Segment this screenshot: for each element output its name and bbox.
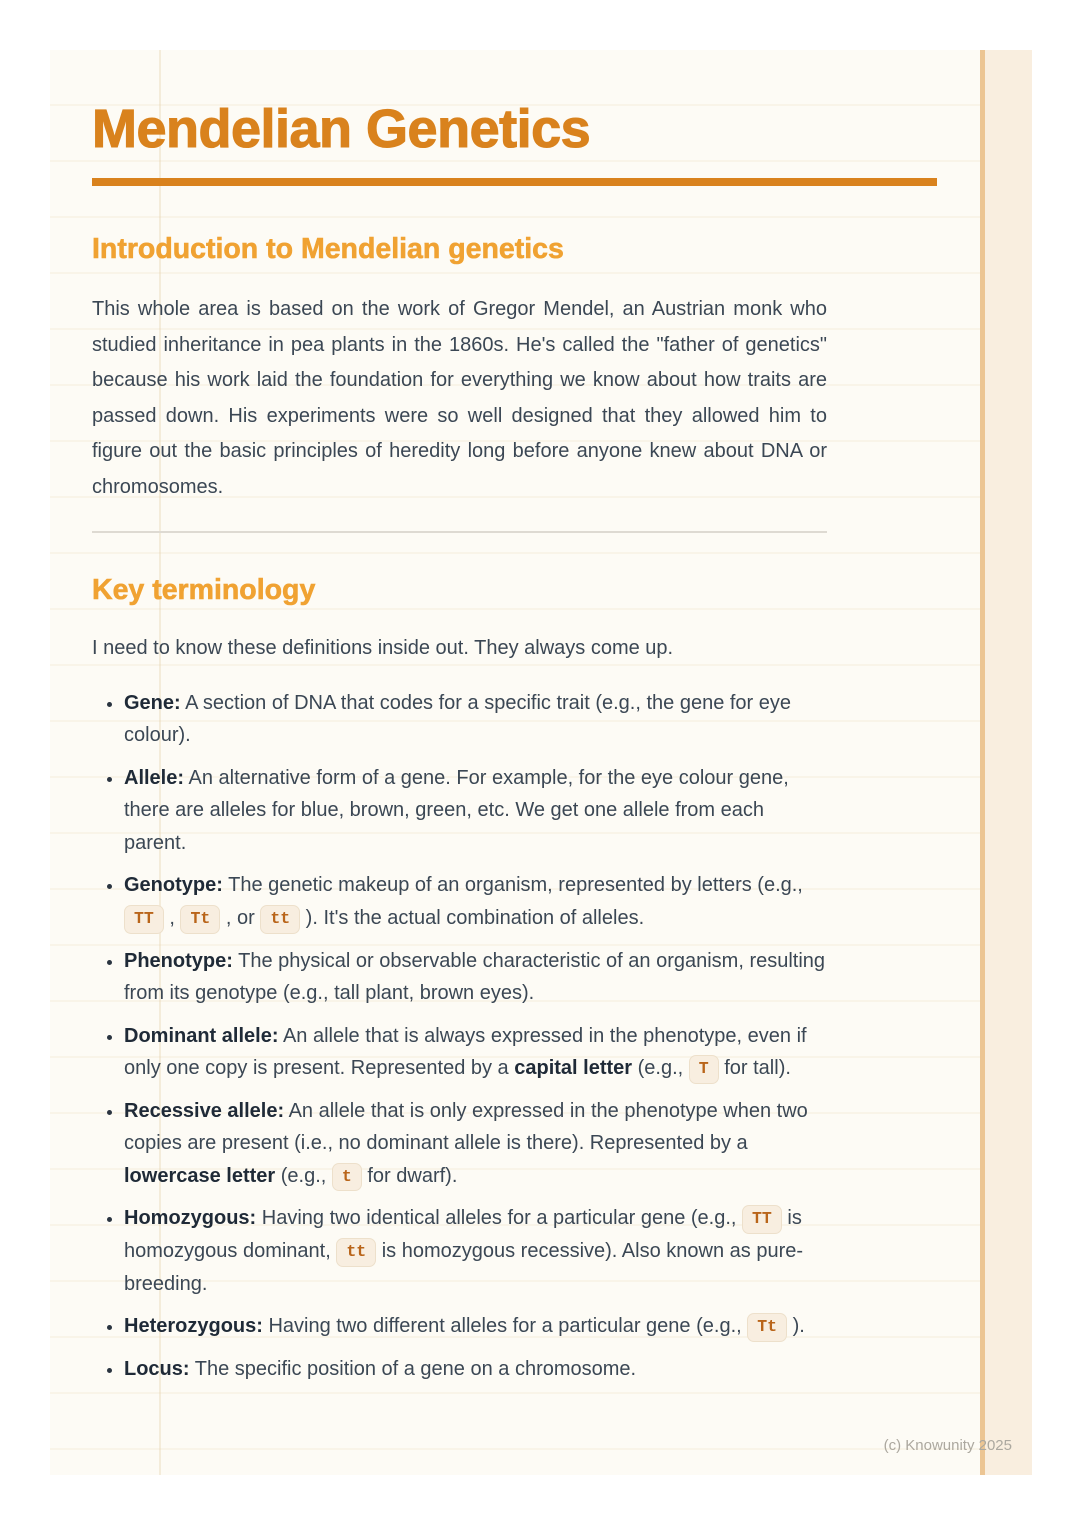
allele-code-chip: Tt [180, 905, 220, 934]
paper-sheet [50, 50, 1032, 1475]
section-heading-key-terminology: Key terminology [92, 574, 316, 607]
term-label: Gene: [124, 691, 181, 714]
watermark-copyright: (c) Knowunity 2025 [883, 1437, 1012, 1454]
allele-code-chip: tt [336, 1238, 376, 1267]
key-terminology-lead: I need to know these definitions inside out. They always come up. [92, 637, 674, 660]
term-text: for dwarf). [361, 1164, 458, 1187]
term-label: capital letter [514, 1057, 633, 1080]
term-text: An alternative form of a gene. For example, for the eye colour gene, there are alleles for blue, brown, green, etc. We get one allele from each parent. [124, 766, 789, 854]
allele-code-chip: TT [124, 905, 164, 934]
term-item [124, 1202, 827, 1300]
term-text: is homozygous recessive). Also known as pure-breeding. [124, 1239, 804, 1295]
term-text: , [163, 906, 181, 929]
term-label: Allele: [124, 766, 185, 789]
term-item [124, 945, 827, 1010]
title-divider-rule [92, 178, 937, 186]
term-label: Recessive allele: [124, 1099, 285, 1122]
term-label: Locus: [124, 1357, 190, 1380]
terms-list [92, 687, 827, 1385]
allele-code-chip: Tt [747, 1313, 787, 1342]
term-text: The physical or observable characteristic of an organism, resulting from its genotype (e.g., tall plant, brown eyes). [124, 949, 826, 1005]
allele-code-chip: TT [742, 1205, 782, 1234]
term-text: The specific position of a gene on a chromosome. [189, 1357, 637, 1380]
term-item [124, 687, 827, 752]
term-text: An allele that is always expressed in the phenotype, even if only one copy is present. Represented by a [124, 1024, 807, 1080]
term-item [124, 1353, 827, 1386]
allele-code-chip: t [332, 1163, 362, 1192]
term-item [124, 762, 827, 860]
term-label: Heterozygous: [124, 1315, 263, 1338]
allele-code-chip: tt [260, 905, 300, 934]
term-text: An allele that is only expressed in the phenotype when two copies are present (i.e., no dominant allele is there). Represented by a [124, 1099, 808, 1155]
term-text: is homozygous dominant, [124, 1207, 802, 1262]
term-text: ). It's the actual combination of alleles. [300, 906, 645, 929]
section-divider [92, 531, 827, 533]
term-label: Dominant allele: [124, 1024, 279, 1047]
term-label: Genotype: [124, 874, 223, 897]
term-text: The genetic makeup of an organism, represented by letters (e.g., [222, 874, 803, 897]
term-text: for tall). [718, 1057, 791, 1080]
term-label: Phenotype: [124, 949, 233, 972]
term-label: Homozygous: [124, 1207, 257, 1230]
document-content [92, 50, 827, 1385]
term-text: (e.g., [632, 1057, 689, 1080]
page-title: Mendelian Genetics [92, 99, 591, 159]
term-item [124, 1310, 827, 1343]
term-text: ). [787, 1315, 805, 1338]
term-text: , or [220, 906, 261, 929]
paper-edge-strip [980, 50, 1032, 1475]
section-heading-introduction: Introduction to Mendelian genetics [92, 233, 564, 266]
allele-code-chip: T [689, 1055, 719, 1084]
term-text: A section of DNA that codes for a specific trait (e.g., the gene for eye colour). [124, 691, 792, 747]
term-item [124, 1020, 827, 1085]
term-text: Having two different alleles for a particular gene (e.g., [262, 1315, 748, 1338]
term-text: (e.g., [275, 1164, 332, 1187]
term-label: lowercase letter [124, 1164, 276, 1187]
term-item [124, 869, 827, 934]
introduction-paragraph: This whole area is based on the work of Gregor Mendel, an Austrian monk who studied inheritance in pea plants in the 1860s. He's called the "father of genetics" because his work laid the foundation for everything we know about how traits are passed down. His experiments were so well designed that they allowed him to figure out the basic principles of heredity long before anyone knew about DNA or chromosomes. [92, 298, 827, 498]
term-text: Having two identical alleles for a particular gene (e.g., [256, 1207, 743, 1230]
term-item [124, 1095, 827, 1193]
